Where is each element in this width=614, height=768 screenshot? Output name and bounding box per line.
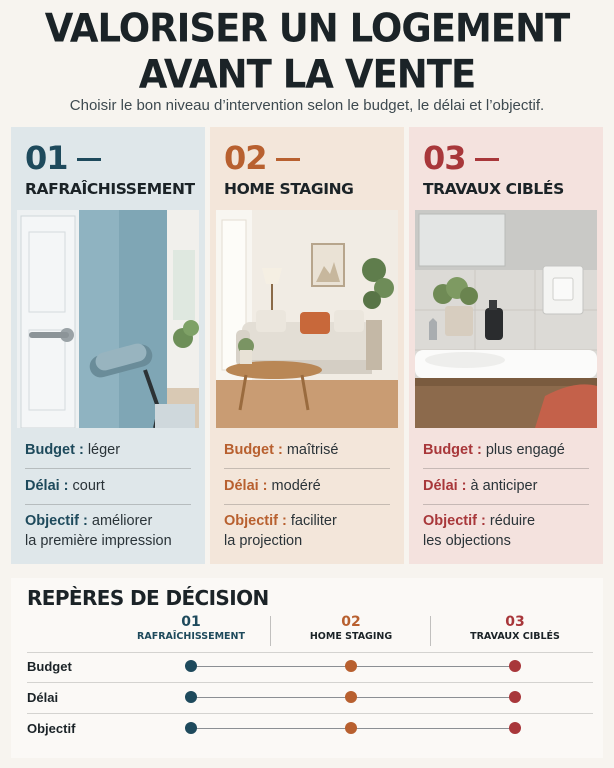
staged-living-room-image — [216, 210, 398, 428]
divider — [224, 504, 390, 505]
budget-label: Budget : — [25, 442, 84, 458]
column-number: 02 — [341, 614, 361, 630]
budget-row — [423, 440, 589, 460]
delai-row — [423, 476, 589, 496]
card-home-staging — [210, 127, 404, 564]
delai-value: modéré — [271, 478, 321, 494]
title-line-1: VALORISER UN LOGEMENT — [44, 5, 570, 51]
column-header-01 — [131, 614, 251, 642]
marker-03 — [509, 691, 521, 703]
card-rafraichissement — [11, 127, 205, 564]
delai-value: à anticiper — [470, 478, 538, 494]
delai-row — [25, 476, 191, 496]
column-divider — [430, 616, 431, 646]
objectif-value-cont: la première impression — [25, 533, 172, 549]
page-title — [0, 6, 614, 98]
decision-table — [11, 578, 603, 758]
delai-row — [224, 476, 390, 496]
delai-label: Délai : — [423, 478, 467, 494]
card-travaux-cibles — [409, 127, 603, 564]
marker-02 — [345, 691, 357, 703]
card-number: 01 — [25, 139, 68, 177]
column-header-03 — [455, 614, 575, 642]
column-name: RAFRAÎCHISSEMENT — [137, 631, 245, 642]
column-header-02 — [291, 614, 411, 642]
row-divider — [27, 682, 593, 683]
card-dash — [77, 158, 101, 161]
objectif-row — [25, 511, 191, 551]
page-subtitle: Choisir le bon niveau d’intervention selon le budget, le délai et l’objectif. — [69, 97, 545, 114]
marker-03 — [509, 660, 521, 672]
delai-value: court — [72, 478, 105, 494]
column-number: 01 — [181, 614, 201, 630]
delai-label: Délai : — [25, 478, 69, 494]
budget-value: léger — [87, 442, 121, 458]
column-number: 03 — [505, 614, 525, 630]
divider — [25, 504, 191, 505]
budget-label: Budget : — [423, 442, 482, 458]
objectif-value-cont: la projection — [224, 533, 303, 549]
decision-title: REPÈRES DE DÉCISION — [27, 586, 269, 610]
budget-value: plus engagé — [485, 442, 565, 458]
card-dash — [276, 158, 300, 161]
door-and-paint-roller-image — [17, 210, 199, 428]
divider — [25, 468, 191, 469]
marker-02 — [345, 722, 357, 734]
card-title: HOME STAGING — [224, 180, 354, 198]
row-label-delai: Délai — [27, 690, 59, 705]
marker-01 — [185, 691, 197, 703]
row-divider — [27, 652, 593, 653]
card-title: TRAVAUX CIBLÉS — [423, 180, 564, 198]
divider — [423, 468, 589, 469]
objectif-label: Objectif : — [25, 513, 88, 529]
marker-01 — [185, 722, 197, 734]
budget-row — [224, 440, 390, 460]
divider — [423, 504, 589, 505]
column-name: TRAVAUX CIBLÉS — [470, 631, 560, 642]
objectif-value-cont: les objections — [423, 533, 511, 549]
card-title: RAFRAÎCHISSEMENT — [25, 180, 195, 198]
objectif-value: réduire — [489, 513, 536, 529]
objectif-label: Objectif : — [224, 513, 287, 529]
objectif-value: faciliter — [290, 513, 337, 529]
title-line-2: AVANT LA VENTE — [138, 52, 476, 98]
budget-row — [25, 440, 191, 460]
budget-value: maîtrisé — [286, 442, 339, 458]
marker-02 — [345, 660, 357, 672]
objectif-value: améliorer — [91, 513, 153, 529]
divider — [224, 468, 390, 469]
column-divider — [270, 616, 271, 646]
delai-label: Délai : — [224, 478, 268, 494]
row-label-budget: Budget — [27, 659, 72, 674]
card-number: 02 — [224, 139, 267, 177]
bathroom-vanity-image — [415, 210, 597, 428]
row-label-objectif: Objectif — [27, 721, 76, 736]
card-dash — [475, 158, 499, 161]
budget-label: Budget : — [224, 442, 283, 458]
marker-01 — [185, 660, 197, 672]
marker-03 — [509, 722, 521, 734]
card-number: 03 — [423, 139, 466, 177]
row-divider — [27, 713, 593, 714]
column-name: HOME STAGING — [309, 631, 393, 642]
objectif-row — [423, 511, 589, 551]
objectif-label: Objectif : — [423, 513, 486, 529]
objectif-row — [224, 511, 390, 551]
